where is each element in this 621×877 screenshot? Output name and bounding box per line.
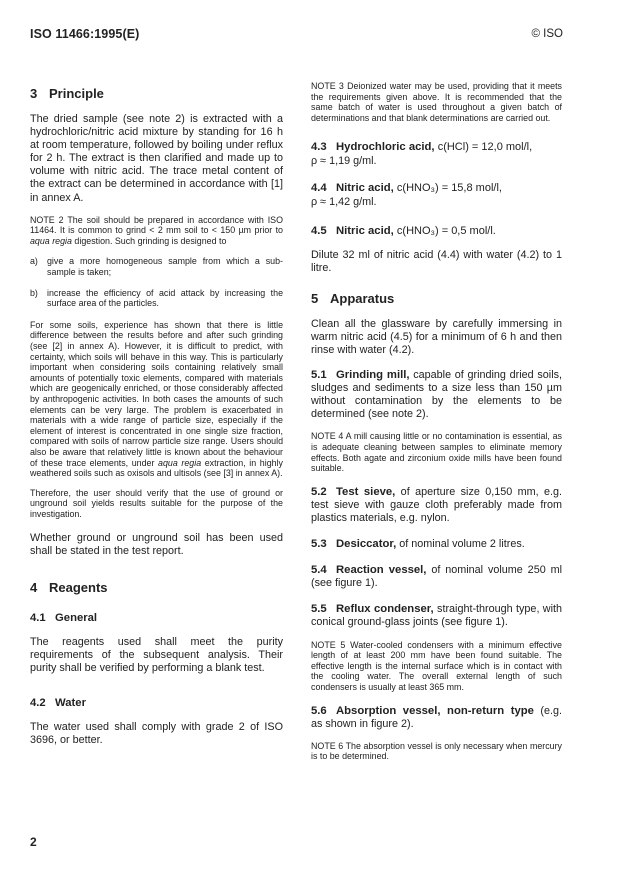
section-5-paragraph: Clean all the glassware by carefully immersing in warm nitric acid (4.5) for a minimum of 6 h and then rinse with water (4.2).: [311, 317, 562, 356]
note-therefore-paragraph: Therefore, the user should verify that the use of ground or unground soil yields results suitable for the purpose of the investigation.: [30, 487, 283, 519]
section-4-1-paragraph: The reagents used shall meet the purity requirements of the subsequent analysis. Their purity shall be verified by performing a blank test.: [30, 635, 283, 674]
section-4-2-paragraph: The water used shall comply with grade 2 of ISO 3696, or better.: [30, 720, 283, 747]
section-4-3-heading: 4.3 Hydrochloric acid, c(HCl) = 12,0 mol/l,: [311, 141, 533, 154]
note-5: NOTE 5 Water-cooled condensers with a minimum effective length of at least 200 mm have been found suitable. The effective length is the internal surface which is in contact with the cooling water. The overall external length of such condensers is usually at least 365 mm.: [311, 639, 562, 692]
section-4-2-heading: 4.2 Water: [30, 696, 86, 709]
section-5-1-paragraph: 5.1 Grinding mill, capable of grinding dried soils, sludges and sediments to a size less than 150 µm without contamination by the elements to be determined (see note 2).: [311, 369, 562, 421]
section-5-4-paragraph: 5.4 Reaction vessel, of nominal volume 250 ml (see figure 1).: [311, 564, 562, 590]
hydrochloric-acid-density: ρ ≈ 1,19 g/ml.: [311, 155, 377, 168]
page-number: 2: [30, 835, 37, 849]
section-3-heading: 3 Principle: [30, 86, 104, 101]
right-column: [311, 78, 562, 762]
copyright-mark: © ISO: [531, 28, 563, 40]
reporting-paragraph: Whether ground or unground soil has been used shall be stated in the test report.: [30, 531, 283, 557]
section-4-5-heading: 4.5 Nitric acid, c(HNO₃) = 0,5 mol/l.: [311, 224, 496, 237]
principle-paragraph: The dried sample (see note 2) is extracted with a hydrochloric/nitric acid mixture by standing for 16 h at room temperature, followed by boiling under reflux for 2 h. The extract is then clarified and made up to volume with nitric acid. The trace metal content of the extract can be determined in accordance with [1] in annex A.: [30, 113, 283, 204]
section-4-4-heading: 4.4 Nitric acid, c(HNO₃) = 15,8 mol/l,: [311, 182, 502, 195]
note-6: NOTE 6 The absorption vessel is only necessary when mercury is to be determined.: [311, 740, 562, 762]
document-standard-number: ISO 11466:1995(E): [30, 27, 140, 41]
nitric-acid-density: ρ ≈ 1,42 g/ml.: [311, 196, 377, 209]
note-4: NOTE 4 A mill causing little or no contamination is essential, as is adequate cleaning between samples to eliminate memory effects. Both agate and zirconium oxide mills have been found suitable.: [311, 431, 562, 474]
section-5-6-paragraph: 5.6 Absorption vessel, non-return type (e.g. as shown in figure 2).: [311, 704, 562, 730]
section-5-5-paragraph: 5.5 Reflux condenser, straight-through type, with conical ground-glass joints (see figure 1).: [311, 603, 563, 629]
section-4-5-paragraph: Dilute 32 ml of nitric acid (4.4) with water (4.2) to 1 litre.: [311, 248, 562, 274]
list-item-b: b) increase the efficiency of acid attack by increasing the surface area of the particles.: [30, 287, 283, 309]
note-3: NOTE 3 Deionized water may be used, providing that it meets the requirements given above. It is recommended that the same batch of water is used throughout a given batch of determinations and that blank determinations are carried out.: [311, 81, 562, 123]
list-item-a: a) give a more homogeneous sample from which a sub-sample is taken;: [30, 256, 283, 278]
note-soils-paragraph: For some soils, experience has shown that there is little difference between the results before and after such grinding (see [2] in annex A). However, it is difficult to predict, with certainty, which soils will behave in this way. This is particularly important when considering soils containing relatively small amounts of potentially toxic elements, compared with materials which are geogenically enriched, or those considerably affected by anthropogenic activities. In both cases the amounts of such elements can be very large. The problem is exacerbated in materials with a wide range of particle size, especially if the element of interest is concentrated in one single size fraction, compared with soils of narrow particle size range. Users should also be aware that relatively little is known about the behaviour of these trace elements, under aqua regia extraction, in highly weathered soils such as oxisols and ultisols (see [3] in annex A).: [30, 319, 283, 479]
section-5-3-paragraph: 5.3 Desiccator, of nominal volume 2 litres.: [311, 538, 525, 551]
section-5-heading: 5 Apparatus: [311, 290, 395, 306]
left-column: [30, 78, 283, 747]
section-4-1-heading: 4.1 General: [30, 611, 98, 624]
section-5-2-paragraph: 5.2 Test sieve, of aperture size 0,150 mm, e.g. test sieve with gauze cloth preferably made from plastics materials, e.g. nylon.: [311, 485, 562, 524]
section-4-heading: 4 Reagents: [30, 579, 108, 595]
note-2: NOTE 2 The soil should be prepared in accordance with ISO 11464. It is common to grind < 2 mm soil to < 150 µm prior to aqua regia digestion. Such grinding is designed to: [30, 214, 283, 246]
